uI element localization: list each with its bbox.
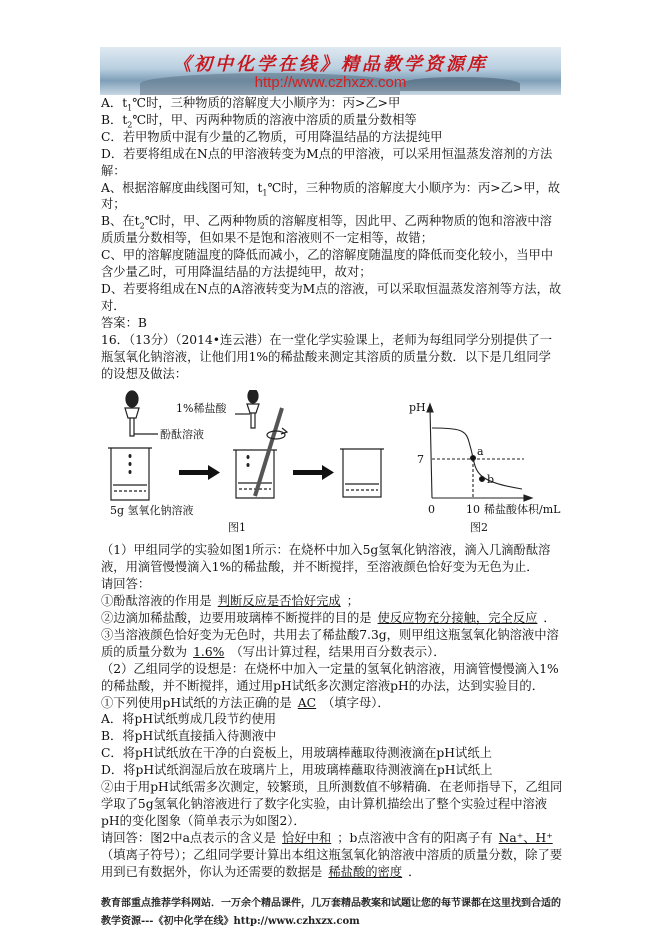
subscript: 1: [127, 103, 133, 113]
text-segment: （填字母）．: [322, 695, 390, 710]
text-segment: t: [134, 214, 140, 229]
text-segment: A．将pH试纸剪成几段节约使用: [101, 712, 277, 727]
fig2-tick-7: 7: [417, 453, 424, 467]
subscript: 2: [139, 221, 145, 231]
text-segment: A．: [101, 96, 123, 110]
text-segment: D．若要将组成在N点的甲溶液转变为M点的甲溶液，可以采用恒温蒸发溶剂的方法: [101, 146, 553, 161]
arrow-icon: [293, 465, 334, 480]
x-axis-arrow-icon: [524, 495, 532, 501]
text-line: [101, 542, 563, 576]
y-axis-arrow-icon: [427, 404, 433, 412]
text-segment: ①酚酞溶液的作用是: [101, 594, 212, 609]
text-line: [101, 180, 563, 214]
text-line: [101, 332, 563, 383]
text-segment: B、在: [101, 214, 135, 229]
text-segment: C．若甲物质中混有少量的乙物质，可用降温结晶的方法提纯甲: [101, 129, 443, 144]
text-segment: ；b点溶液中含有的阳离子有: [337, 830, 493, 845]
point-a: [471, 456, 476, 461]
figures: [100, 390, 570, 538]
text-line: [101, 762, 563, 779]
subscript: 2: [127, 120, 133, 130]
answer-blank: 使反应物充分接触，完全反应: [377, 611, 538, 626]
text-segment: ℃时，三种物质的溶解度大小顺序为：丙>乙>甲，故对；: [101, 180, 561, 212]
text-segment: （2）乙组同学的设想是：在烧杯中加入一定量的氢氧化钠溶液，用滴管慢慢滴入1%的稀盐酸，并不断搅拌，通过用pH试纸多次测定溶液pH的办法，达到实验目的．: [101, 661, 559, 693]
text-segment: B．将pH试纸直接插入待测液中: [101, 729, 277, 744]
text-line: [101, 576, 563, 593]
text-line: [101, 745, 563, 762]
text-line: [101, 830, 563, 881]
text-segment: ；: [346, 594, 359, 609]
text-line: [101, 779, 563, 830]
footer-note: 教育部重点推荐学科网站．一万余个精品课件，几万套精品教案和试题让您的每节课都在这里找到合适的教学资源---《初中化学在线》http://www.czhxzx.com: [101, 897, 561, 927]
text-line: [101, 163, 563, 180]
text-segment: t: [122, 112, 128, 127]
text-segment: ②由于用pH试纸需多次测定，较繁琐，且所测数值不够精确．在老师指导下，乙组同学取了5g氢氧化钠溶液进行了数字化实验，由计算机描绘出了整个实验过程中溶液pH的变化图象（简单表示为如图2）．: [101, 780, 563, 828]
text-line: [101, 146, 563, 163]
text-segment: B．: [101, 112, 123, 127]
text-line: [101, 627, 563, 661]
question-section: [101, 542, 563, 880]
text-segment: D．将pH试纸润湿后放在玻璃片上，用玻璃棒蘸取待测液滴在pH试纸上: [101, 763, 493, 778]
fig2-origin: 0: [428, 503, 435, 517]
text-line: [101, 610, 563, 627]
text-line: [101, 247, 563, 281]
text-segment: （填离子符号）；乙组同学要计算出本组这瓶氢氧化钠溶液中溶质的质量分数，除了要用到已有数据外，你认为还需要的数据是: [101, 847, 563, 879]
text-line: [101, 593, 563, 610]
text-line: [101, 95, 563, 112]
text-segment: ②边滴加稀盐酸，边要用玻璃棒不断搅拌的目的是: [101, 611, 372, 626]
answer-blank: AC: [297, 695, 317, 710]
text-line: [101, 281, 563, 315]
answer-blank: Na⁺、H⁺: [498, 830, 553, 845]
text-line: [101, 129, 563, 146]
text-line: [101, 315, 563, 332]
answer-blank: 稀盐酸的密度: [328, 864, 403, 879]
beaker-icon: [340, 449, 384, 497]
text-segment: A、根据溶解度曲线图可知，: [101, 180, 258, 195]
text-segment: （1）甲组同学的实验如图1所示：在烧杯中加入5g氢氧化钠溶液，滴入几滴酚酞溶液，用滴管慢慢滴入1%的稀盐酸，并不断搅拌，至溶液颜色恰好变为无色为止．: [101, 543, 551, 575]
header-banner: [100, 47, 561, 95]
text-segment: ．: [408, 864, 421, 879]
fig2-caption: 图2: [470, 521, 488, 535]
text-segment: ℃时，甲、乙两种物质的溶解度相等，因此甲、乙两种物质的饱和溶液中溶质质量分数相等，但如果不是饱和溶液则不一定相等，故错；: [101, 214, 552, 246]
text-line: [101, 661, 563, 695]
text-segment: 16．（13分）（2014•连云港）在一堂化学实验课上，老师为每组同学分别提供了一瓶氢氧化钠溶液，让他们用1%的稀盐酸来测定其溶质的质量分数．以下是几组同学的设想及做法：: [101, 332, 553, 381]
text-segment: C、甲的溶解度随温度的降低而减小，乙的溶解度随温度的降低而变化较小，当甲中含少量乙时，可用降温结晶的方法提纯甲，故对；: [101, 248, 554, 280]
banner-title: 《初中化学在线》精品教学资源库: [173, 54, 488, 75]
figure-1: [108, 390, 384, 500]
text-line: [101, 728, 563, 745]
arrow-icon: [179, 465, 220, 480]
text-line: [101, 711, 563, 728]
text-segment: ℃时，三种物质的溶解度大小顺序为：丙>乙>甲: [132, 96, 401, 110]
text-segment: t: [257, 180, 263, 195]
y-axis: [430, 408, 432, 498]
text-segment: D、若要将组成在N点的A溶液转变为M点的溶液，可以采取恒温蒸发溶剂等方法，故对．: [101, 281, 562, 313]
text-segment: ℃时，甲、丙两种物质的溶液中溶质的质量分数相等: [132, 112, 417, 127]
dropper-icon: [247, 390, 259, 428]
fig2-label-b: b: [487, 473, 495, 487]
answer-blank: 恰好中和: [282, 830, 332, 845]
text-segment: 解：: [101, 163, 126, 178]
point-b: [480, 477, 485, 482]
answer-blank: 判断反应是否恰好完成: [217, 594, 341, 609]
solution-section: [101, 95, 563, 382]
text-line: [101, 112, 563, 129]
text-line: [101, 213, 563, 247]
dropper-icon: [125, 391, 139, 436]
text-segment: 请回答：图2中a点表示的含义是: [101, 830, 277, 845]
text-segment: ．: [543, 611, 556, 626]
label-base: 5g 氢氧化钠溶液: [110, 504, 194, 518]
fig2-xlabel: 稀盐酸体积/mL: [484, 503, 561, 517]
text-segment: 请回答：: [101, 577, 151, 592]
fig1-caption: 图1: [228, 521, 246, 535]
text-segment: ①下列使用pH试纸的方法正确的是: [101, 695, 292, 710]
fig2-label-a: a: [477, 445, 484, 459]
text-segment: C．将pH试纸放在干净的白瓷板上，用玻璃棒蘸取待测液滴在pH试纸上: [101, 746, 492, 761]
text-segment: 答案：B: [101, 315, 147, 330]
subscript: 1: [262, 187, 268, 197]
text-segment: （写出计算过程，结果用百分数表示）．: [230, 644, 446, 659]
text-line: [101, 695, 563, 712]
answer-blank: 1.6%: [193, 644, 225, 659]
text-segment: ③当溶液颜色恰好变为无色时，共用去了稀盐酸7.3g，则甲组这瓶氢氧化钠溶液中溶质的质量分数为: [101, 627, 559, 659]
fig2-tick-10: 10: [466, 503, 480, 517]
label-acid: 1%稀盐酸: [176, 402, 227, 416]
label-indicator: 酚酞溶液: [160, 428, 204, 442]
banner-url[interactable]: http://www.czhxzx.com: [254, 74, 407, 91]
text-segment: t: [122, 96, 128, 110]
fig2-ylabel: pH: [409, 401, 426, 415]
